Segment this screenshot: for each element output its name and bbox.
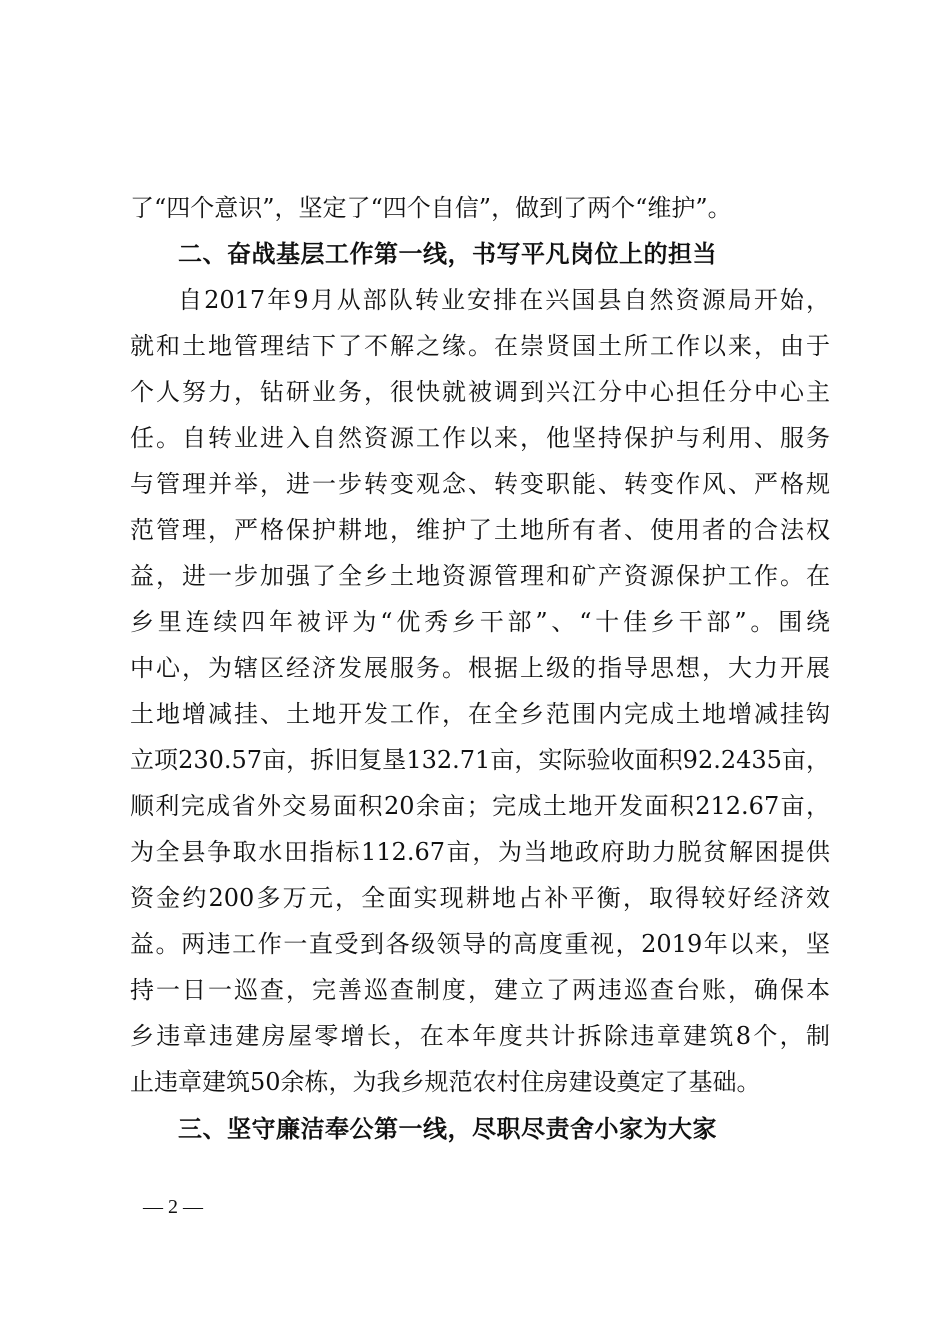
paragraph-line: 与管理并举，进一步转变观念、转变职能、转变作风、严格规 (130, 470, 830, 498)
paragraph-line: 了“四个意识”，坚定了“四个自信”，做到了两个“维护”。 (130, 194, 732, 222)
paragraph-line: 乡违章违建房屋零增长，在本年度共计拆除违章建筑8个，制 (130, 1022, 830, 1050)
paragraph-line: 资金约200多万元，全面实现耕地占补平衡，取得较好经济效 (130, 884, 830, 912)
paragraph-line: 中心，为辖区经济发展服务。根据上级的指导思想，大力开展 (130, 654, 830, 682)
paragraph-line: 益，进一步加强了全乡土地资源管理和矿产资源保护工作。在 (130, 562, 830, 590)
paragraph-line: 益。两违工作一直受到各级领导的高度重视，2019年以来，坚 (130, 930, 830, 958)
paragraph-line: 就和土地管理结下了不解之缘。在崇贤国土所工作以来，由于 (130, 332, 830, 360)
paragraph-line: 范管理，严格保护耕地，维护了土地所有者、使用者的合法权 (130, 516, 830, 544)
section-three-heading: 三、坚守廉洁奉公第一线，尽职尽责舍小家为大家 (178, 1115, 717, 1143)
paragraph-line: 任。自转业进入自然资源工作以来，他坚持保护与利用、服务 (130, 424, 830, 452)
paragraph-line: 土地增减挂、土地开发工作，在全乡范围内完成土地增减挂钩 (130, 700, 830, 728)
paragraph-line: 乡里连续四年被评为“优秀乡干部”、“十佳乡干部”。围绕 (130, 608, 830, 636)
paragraph-line: 止违章建筑50余栋，为我乡规范农村住房建设奠定了基础。 (130, 1068, 761, 1096)
paragraph-line: 立项230.57亩，拆旧复垦132.71亩，实际验收面积92.2435亩， (130, 746, 830, 774)
paragraph-line: 为全县争取水田指标112.67亩，为当地政府助力脱贫解困提供 (130, 838, 830, 866)
paragraph-line: 持一日一巡查，完善巡查制度，建立了两违巡查台账，确保本 (130, 976, 830, 1004)
page-number: — 2 — (143, 1196, 203, 1218)
paragraph-line: 顺利完成省外交易面积20余亩；完成土地开发面积212.67亩， (130, 792, 830, 820)
paragraph-line: 个人努力，钻研业务，很快就被调到兴江分中心担任分中心主 (130, 378, 830, 406)
paragraph-line: 自2017年9月从部队转业安排在兴国县自然资源局开始， (178, 286, 830, 314)
section-two-heading: 二、奋战基层工作第一线，书写平凡岗位上的担当 (178, 240, 717, 268)
